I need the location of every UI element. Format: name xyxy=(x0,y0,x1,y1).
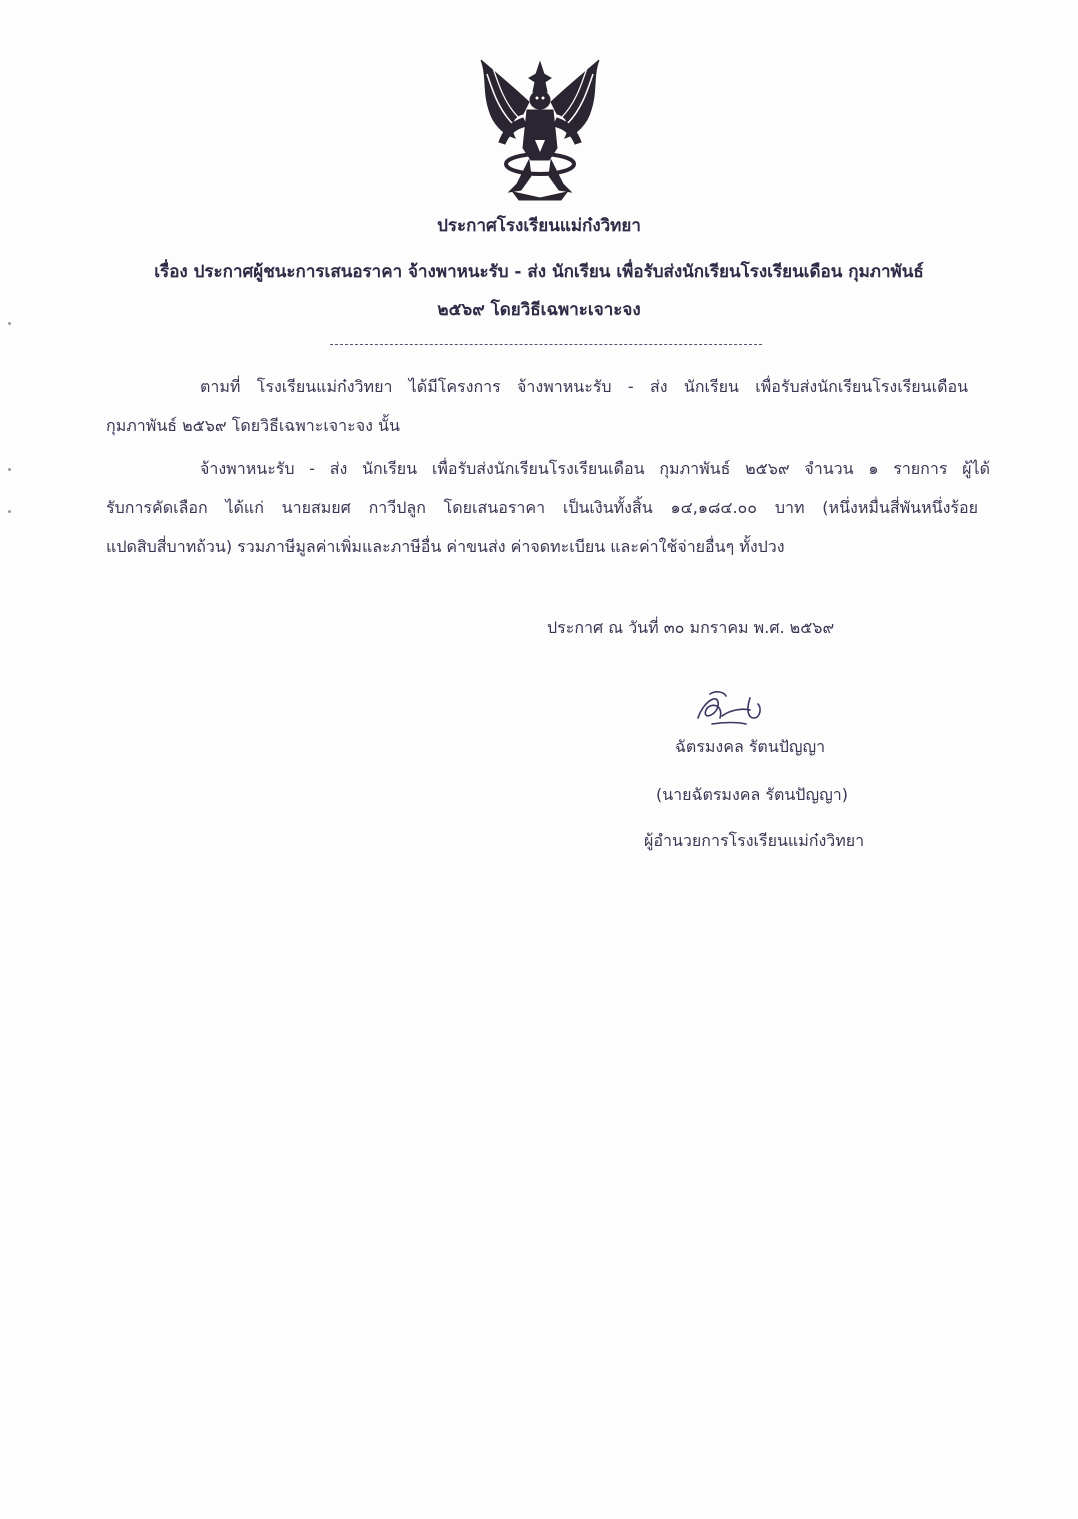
subject-line-2: ๒๕๖๙ โดยวิธีเฉพาะเจาะจง xyxy=(437,300,641,320)
paragraph-2-line-3: แปดสิบสี่บาทถ้วน) รวมภาษีมูลค่าเพิ่มและภาษีอื่น ค่าขนส่ง ค่าจดทะเบียน และค่าใช้จ่ายอื่นๆ ทั้งปวง xyxy=(106,537,785,556)
subject-line-1: เรื่อง ประกาศผู้ชนะการเสนอราคา จ้างพาหนะรับ - ส่ง นักเรียน เพื่อรับส่งนักเรียนโรงเรียนเดือน กุมภาพันธ์ xyxy=(154,262,924,282)
scan-speck xyxy=(8,322,11,325)
paragraph-1-line-1: ตามที่ โรงเรียนแม่ก๋งวิทยา ได้มีโครงการ จ้างพาหนะรับ - ส่ง นักเรียน เพื่อรับส่งนักเรียนโรงเรียนเดือน xyxy=(200,377,968,396)
document-title: ประกาศโรงเรียนแม่ก๋งวิทยา xyxy=(437,216,641,236)
signatory-name: ฉัตรมงคล รัตนปัญญา xyxy=(675,737,826,756)
scan-speck xyxy=(8,468,11,471)
paragraph-2-line-1: จ้างพาหนะรับ - ส่ง นักเรียน เพื่อรับส่งนักเรียนโรงเรียนเดือน กุมภาพันธ์ ๒๕๖๙ จำนวน ๑ รายการ ผู้ได้ xyxy=(200,459,990,478)
signatory-full-name: (นายฉัตรมงคล รัตนปัญญา) xyxy=(656,785,848,804)
signatory-position: ผู้อำนวยการโรงเรียนแม่ก๋งวิทยา xyxy=(644,831,865,850)
dashed-divider xyxy=(330,344,762,345)
paragraph-2-line-2: รับการคัดเลือก ได้แก่ นายสมยศ กาวีปลูก โดยเสนอราคา เป็นเงินทั้งสิ้น ๑๔,๑๘๔.๐๐ บาท (หนึ่งหมื่นสี่พันหนึ่งร้อย xyxy=(106,498,978,517)
announcement-date: ประกาศ ณ วันที่ ๓๐ มกราคม พ.ศ. ๒๕๖๙ xyxy=(547,618,835,637)
garuda-emblem-icon xyxy=(473,52,607,202)
paragraph-1-line-2: กุมภาพันธ์ ๒๕๖๙ โดยวิธีเฉพาะเจาะจง นั้น xyxy=(106,416,400,435)
scan-speck xyxy=(8,510,11,513)
handwritten-signature-icon xyxy=(690,688,770,732)
